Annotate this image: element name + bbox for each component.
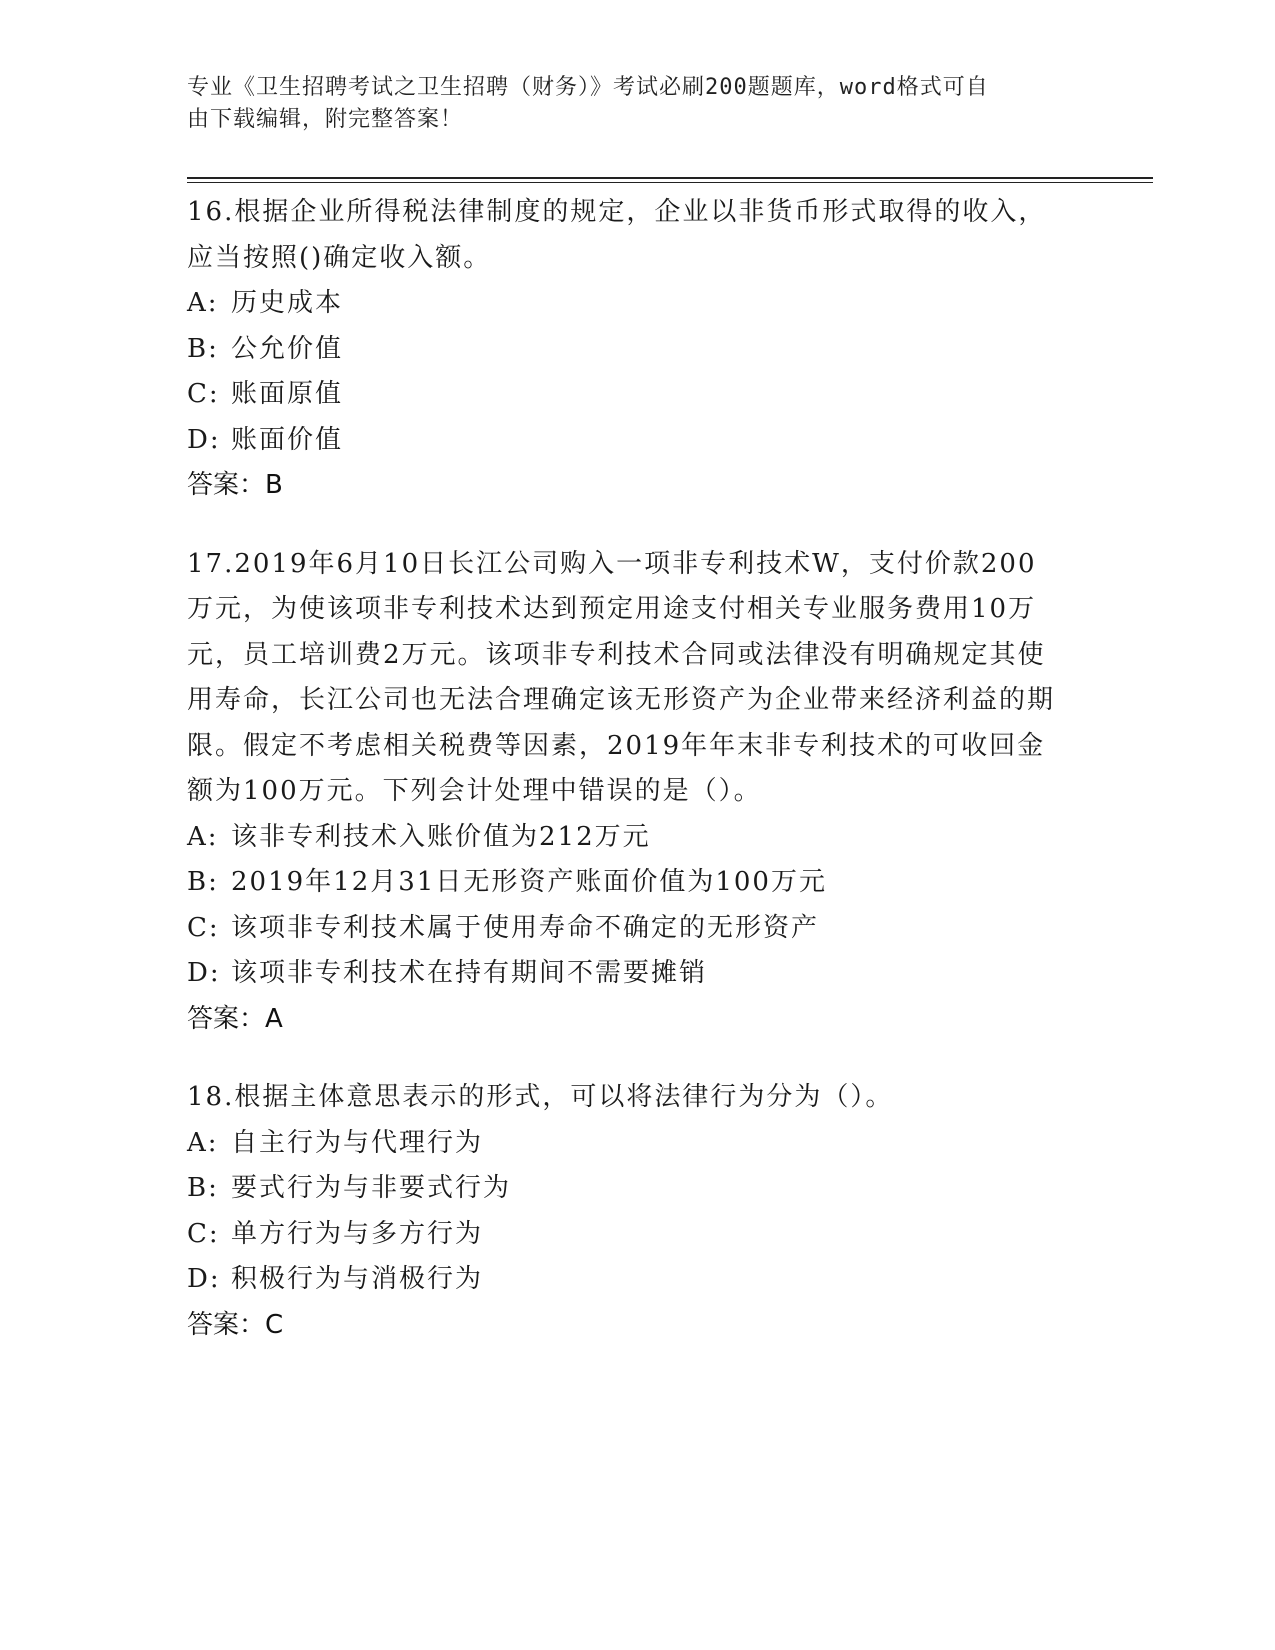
header-divider-thin	[187, 182, 1153, 183]
option-text: 2019年12月31日无形资产账面价值为100万元	[231, 867, 827, 897]
option-letter: B:	[187, 867, 219, 897]
answer-label: 答案：	[187, 470, 266, 500]
header-line-2: 由下载编辑，附完整答案！	[187, 107, 464, 132]
answer-value: B	[265, 470, 283, 500]
answer-line	[187, 1303, 1077, 1349]
option-letter: B:	[187, 1173, 219, 1203]
answer-label: 答案：	[187, 1003, 266, 1034]
option-d	[187, 951, 1077, 997]
option-a	[187, 281, 1077, 327]
option-letter: A:	[187, 821, 219, 852]
answer-line	[187, 463, 1077, 509]
option-letter: D:	[187, 424, 221, 455]
question-list	[187, 190, 1077, 1381]
question-18	[187, 1075, 1077, 1348]
option-a	[187, 1121, 1077, 1167]
option-text: 要式行为与非要式行为	[231, 1173, 512, 1203]
option-text: 公允价值	[231, 333, 344, 364]
option-text: 单方行为与多方行为	[231, 1218, 484, 1249]
option-letter: B:	[187, 333, 219, 364]
document-header	[187, 72, 1067, 136]
option-letter: A:	[187, 288, 219, 318]
option-b	[187, 1166, 1077, 1212]
answer-line	[187, 997, 1077, 1043]
option-a	[187, 815, 1077, 861]
question-text: 17.2019年6月10日长江公司购入一项非专利技术W，支付价款200万元，为使该项非专利技术达到预定用途支付相关专业服务费用10万元，员工培训费2万元。该项非专利技术合同或法律没有明确规定其使用寿命，长江公司也无法合理确定该无形资产为企业带来经济利益的期限。假定不考虑相关税费等因素，2019年年末非专利技术的可收回金额为100万元。下列会计处理中错误的是（）。	[187, 548, 1056, 806]
option-letter: C:	[187, 379, 220, 409]
header-line-1: 专业《卫生招聘考试之卫生招聘（财务）》考试必刷200题题库，word格式可自	[187, 75, 989, 100]
option-c	[187, 372, 1077, 418]
option-d	[187, 418, 1077, 464]
answer-label: 答案：	[187, 1309, 266, 1340]
option-text: 积极行为与消极行为	[231, 1264, 484, 1294]
answer-value: A	[265, 1003, 283, 1034]
question-text: 18.根据主体意思表示的形式，可以将法律行为分为（）。	[187, 1082, 894, 1112]
option-b	[187, 327, 1077, 373]
option-text: 历史成本	[231, 288, 344, 318]
option-text: 该项非专利技术属于使用寿命不确定的无形资产	[231, 912, 820, 943]
option-text: 自主行为与代理行为	[231, 1127, 484, 1158]
option-text: 该非专利技术入账价值为212万元	[231, 821, 651, 852]
option-d	[187, 1257, 1077, 1303]
option-c	[187, 1212, 1077, 1258]
option-b	[187, 860, 1077, 906]
header-divider-thick	[187, 177, 1153, 179]
option-letter: D:	[187, 958, 221, 988]
option-c	[187, 906, 1077, 952]
option-letter: A:	[187, 1127, 219, 1158]
question-17	[187, 542, 1077, 1043]
option-letter: C:	[187, 1218, 220, 1249]
option-text: 账面原值	[231, 379, 344, 409]
option-letter: D:	[187, 1264, 221, 1294]
option-text: 该项非专利技术在持有期间不需要摊销	[231, 958, 708, 988]
option-text: 账面价值	[231, 424, 344, 455]
question-text: 16.根据企业所得税法律制度的规定，企业以非货币形式取得的收入，应当按照()确定收入额。	[187, 197, 1047, 273]
question-16	[187, 190, 1077, 509]
option-letter: C:	[187, 912, 220, 943]
answer-value: C	[265, 1309, 284, 1340]
